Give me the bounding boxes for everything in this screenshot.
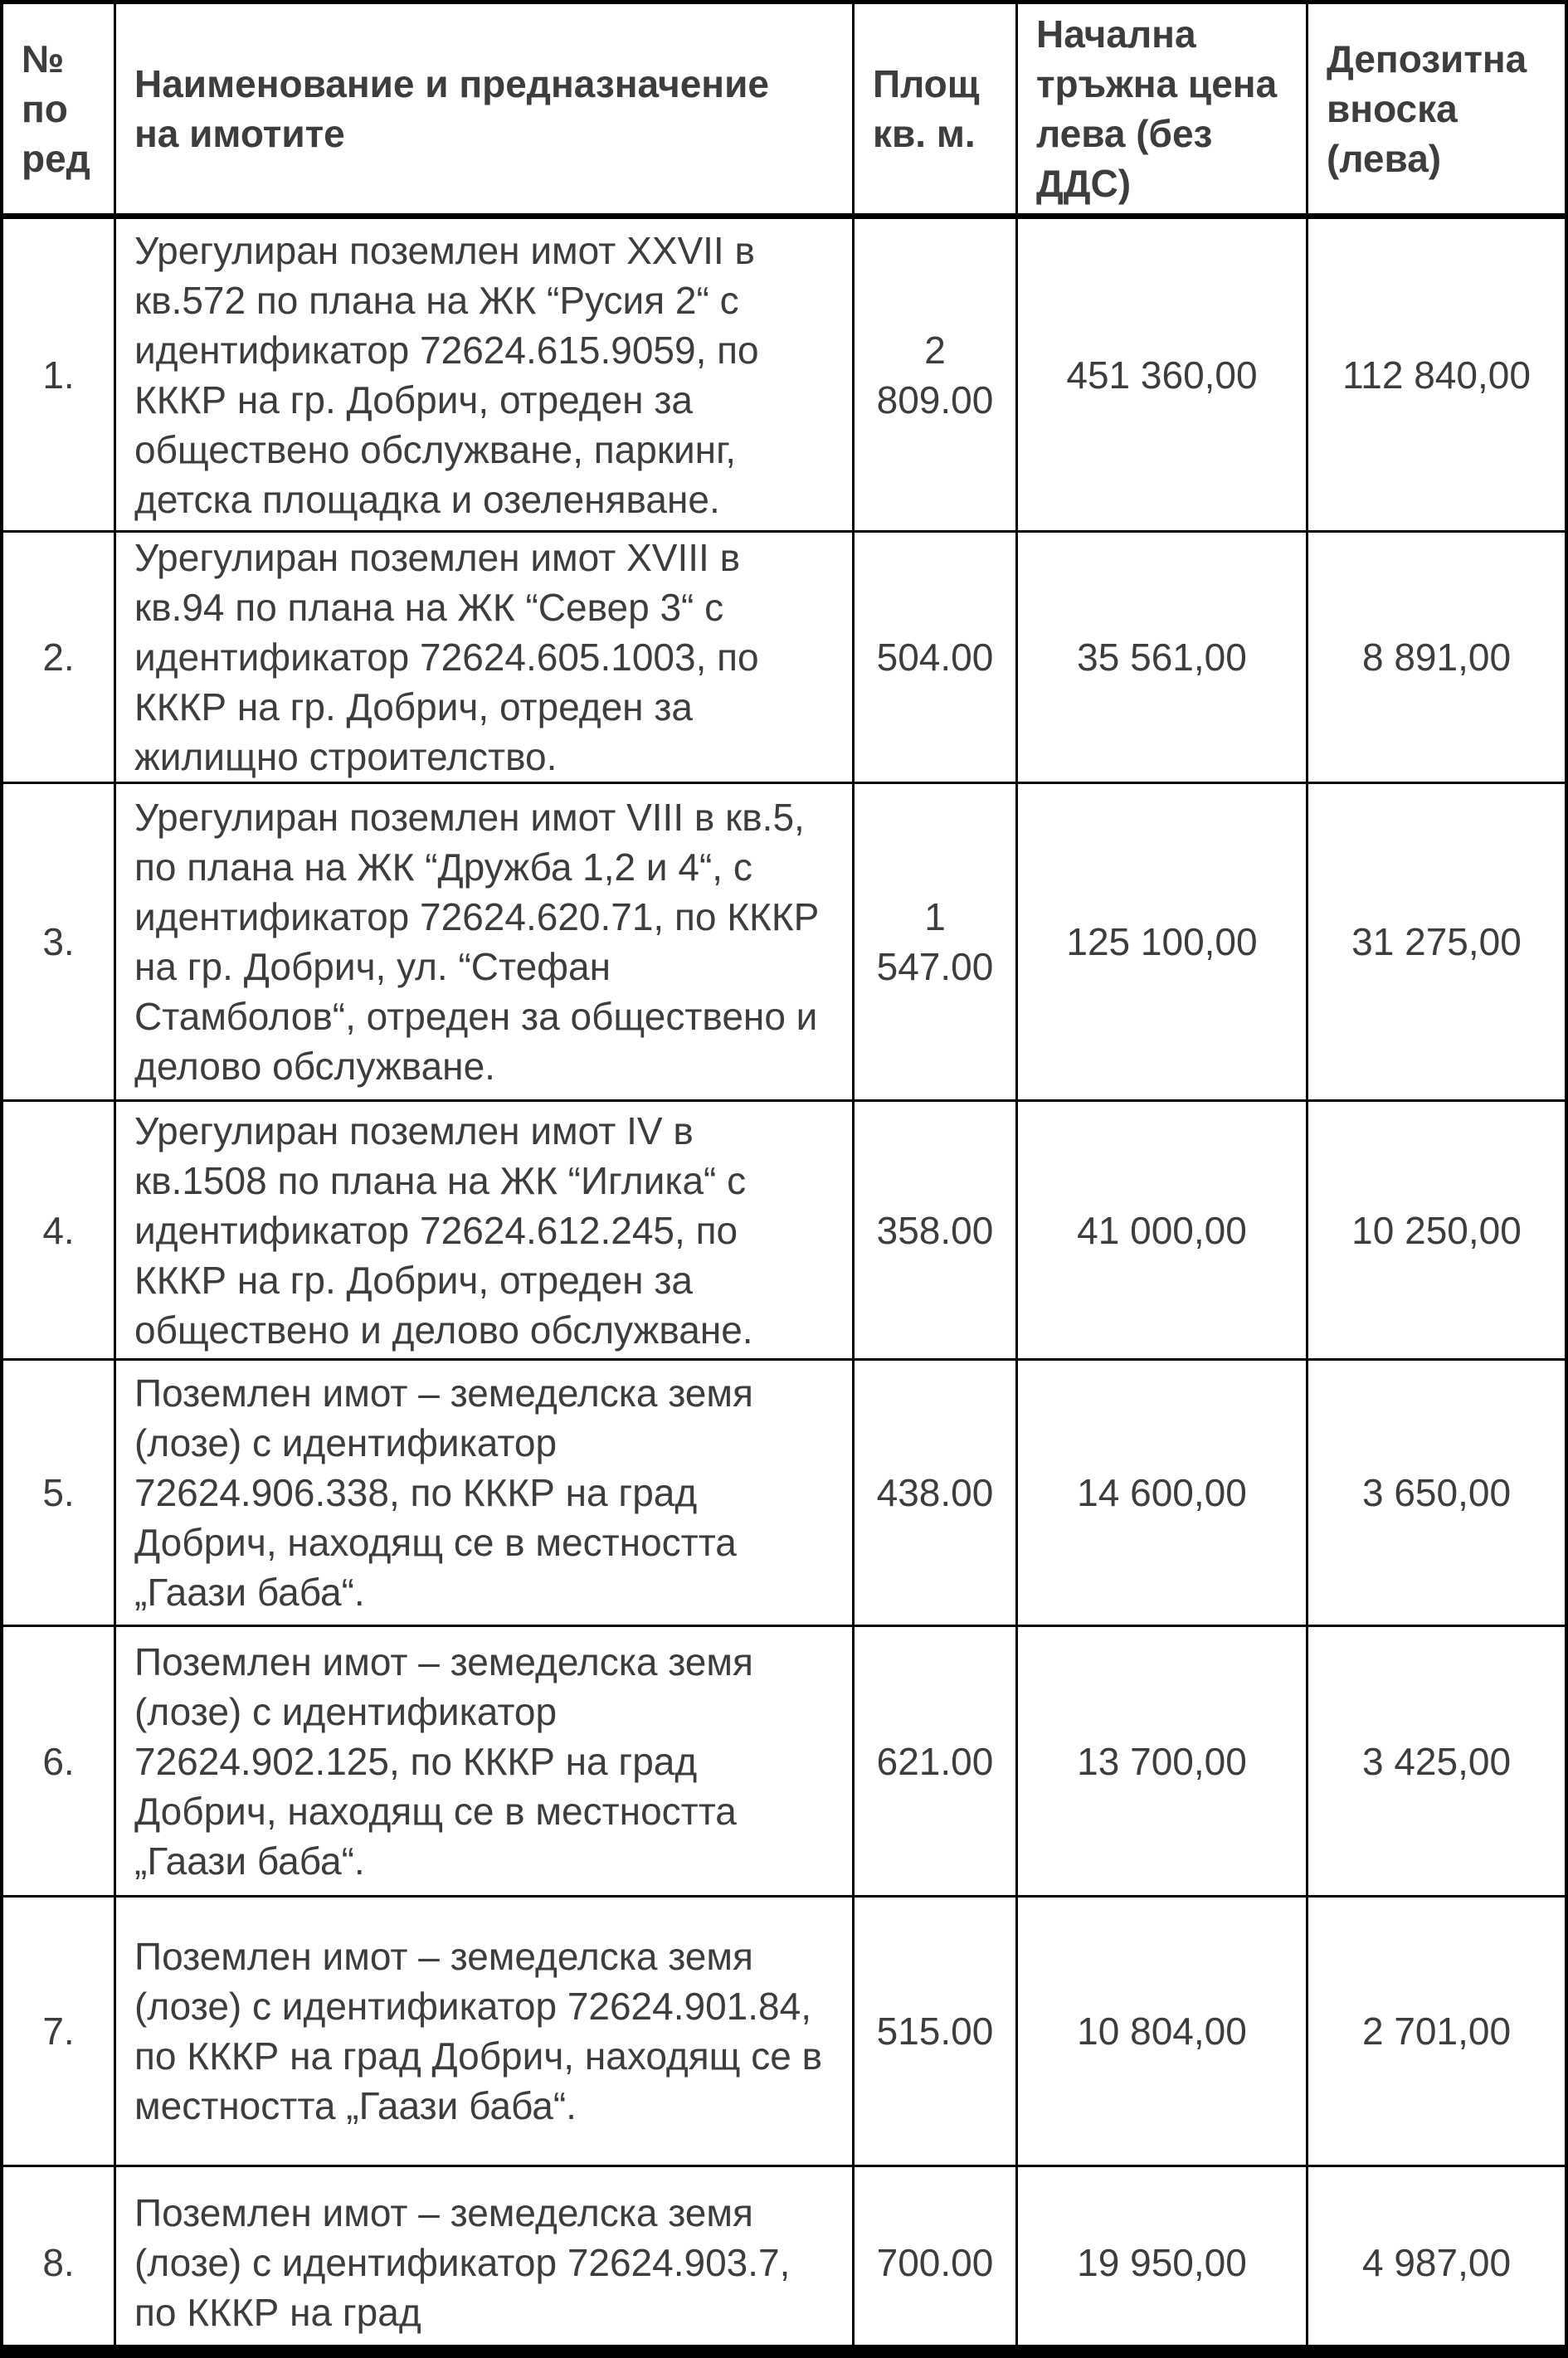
property-area: 2 809.00 bbox=[855, 219, 1018, 533]
row-number: 2. bbox=[0, 533, 116, 784]
property-area: 504.00 bbox=[855, 533, 1018, 784]
property-area: 438.00 bbox=[855, 1361, 1018, 1627]
row-number: 8. bbox=[0, 2167, 116, 2358]
header-col-number bbox=[0, 0, 116, 219]
property-deposit: 10 250,00 bbox=[1308, 1102, 1568, 1361]
property-price: 10 804,00 bbox=[1018, 1898, 1308, 2167]
property-description: Урегулиран поземлен имот XXVII в кв.572 по плана на ЖК “Русия 2“ с идентификатор 72624.615.9059, по КККР на гр. Добрич, отреден за обществено обслужване, паркинг, детска площадка и озеленяване. bbox=[116, 219, 855, 533]
header-price-line: Начална bbox=[1036, 12, 1196, 56]
row-number: 6. bbox=[0, 1627, 116, 1898]
property-area: 621.00 bbox=[855, 1627, 1018, 1898]
property-price: 35 561,00 bbox=[1018, 533, 1308, 784]
header-col-deposit bbox=[1308, 0, 1568, 219]
property-area: 700.00 bbox=[855, 2167, 1018, 2358]
header-price-line: тръжна цена bbox=[1036, 62, 1278, 105]
header-name-line: Наименование и предназначение bbox=[134, 62, 769, 105]
property-price: 19 950,00 bbox=[1018, 2167, 1308, 2358]
property-description: Поземлен имот – земеделска земя (лозе) с идентификатор 72624.901.84, по КККР на град Добрич, находящ се в местността „Гаази баба“. bbox=[116, 1898, 855, 2167]
header-number-line: № bbox=[22, 37, 65, 80]
property-deposit: 112 840,00 bbox=[1308, 219, 1568, 533]
property-deposit: 4 987,00 bbox=[1308, 2167, 1568, 2358]
property-price: 13 700,00 bbox=[1018, 1627, 1308, 1898]
property-description: Урегулиран поземлен имот VIII в кв.5, по плана на ЖК “Дружба 1,2 и 4“, с идентификатор 72624.620.71, по КККР на гр. Добрич, ул. “Стефан Стамболов“, отреден за обществено и делово обслужване. bbox=[116, 784, 855, 1102]
property-deposit: 3 425,00 bbox=[1308, 1627, 1568, 1898]
property-description: Поземлен имот – земеделска земя (лозе) с идентификатор 72624.902.125, по КККР на град Добрич, находящ се в местността „Гаази баба“. bbox=[116, 1627, 855, 1898]
property-description: Поземлен имот – земеделска земя (лозе) с идентификатор 72624.906.338, по КККР на град Добрич, находящ се в местността „Гаази баба“. bbox=[116, 1361, 855, 1627]
header-price-word-bez: (без bbox=[1136, 112, 1213, 155]
header-number-line: ред bbox=[22, 137, 90, 180]
header-deposit-line: (лева) bbox=[1327, 137, 1442, 180]
property-price: 14 600,00 bbox=[1018, 1361, 1308, 1627]
property-description: Урегулиран поземлен имот XVIII в кв.94 по плана на ЖК “Север 3“ с идентификатор 72624.605.1003, по КККР на гр. Добрич, отреден за жилищно строителство. bbox=[116, 533, 855, 784]
bottom-edge-bar bbox=[0, 2345, 1568, 2358]
header-col-area bbox=[855, 0, 1018, 219]
property-deposit: 3 650,00 bbox=[1308, 1361, 1568, 1627]
header-price-line: ДДС) bbox=[1036, 162, 1132, 205]
header-area-line: кв. м. bbox=[873, 112, 976, 155]
row-number: 1. bbox=[0, 219, 116, 533]
header-price-line bbox=[1036, 109, 1286, 158]
header-number-line: по bbox=[22, 87, 68, 130]
row-number: 7. bbox=[0, 1898, 116, 2167]
property-price: 125 100,00 bbox=[1018, 784, 1308, 1102]
property-area: 358.00 bbox=[855, 1102, 1018, 1361]
header-deposit-line: вноска bbox=[1327, 87, 1458, 130]
property-description: Поземлен имот – земеделска земя (лозе) с идентификатор 72624.903.7, по КККР на град bbox=[116, 2167, 855, 2358]
property-deposit: 31 275,00 bbox=[1308, 784, 1568, 1102]
property-deposit: 2 701,00 bbox=[1308, 1898, 1568, 2167]
property-deposit: 8 891,00 bbox=[1308, 533, 1568, 784]
header-col-name bbox=[116, 0, 855, 219]
property-area: 515.00 bbox=[855, 1898, 1018, 2167]
row-number: 4. bbox=[0, 1102, 116, 1361]
header-deposit-line: Депозитна bbox=[1327, 37, 1527, 80]
property-price: 451 360,00 bbox=[1018, 219, 1308, 533]
row-number: 5. bbox=[0, 1361, 116, 1627]
header-col-price bbox=[1018, 0, 1308, 219]
header-price-word-leva: лева bbox=[1036, 112, 1126, 155]
property-price: 41 000,00 bbox=[1018, 1102, 1308, 1361]
property-area: 1 547.00 bbox=[855, 784, 1018, 1102]
row-number: 3. bbox=[0, 784, 116, 1102]
header-name-line: на имотите bbox=[134, 112, 345, 155]
header-area-line: Площ bbox=[873, 62, 980, 105]
property-description: Урегулиран поземлен имот IV в кв.1508 по плана на ЖК “Иглика“ с идентификатор 72624.612.245, по КККР на гр. Добрич, отреден за обществено и делово обслужване. bbox=[116, 1102, 855, 1361]
